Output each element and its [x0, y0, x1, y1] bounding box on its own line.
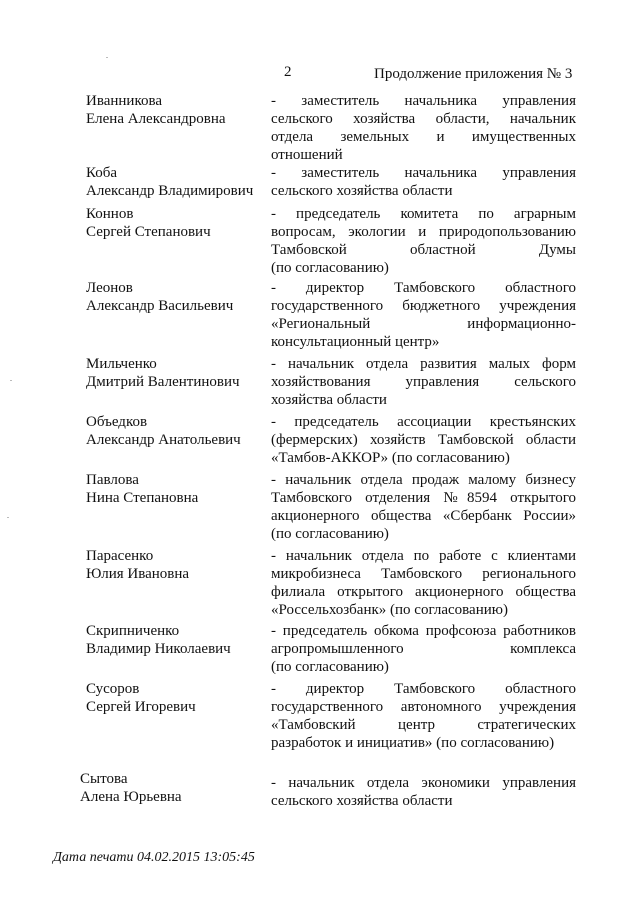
page-number: 2 — [284, 64, 292, 80]
role-line: «Региональный информационно- — [271, 316, 576, 332]
role-line: хозяйствования управления сельского — [271, 374, 576, 390]
role-line: - начальник отдела по работе с клиентами — [271, 548, 576, 564]
continuation-heading: Продолжение приложения № 3 — [374, 66, 573, 82]
member-name — [86, 279, 233, 315]
member-name — [86, 547, 189, 583]
member-given-name: Александр Владимирович — [86, 183, 254, 199]
member-role — [271, 622, 576, 676]
member-role — [271, 774, 576, 810]
member-surname: Мильченко — [86, 356, 157, 372]
member-given-name: Нина Степановна — [86, 490, 199, 506]
role-line: хозяйства области — [271, 392, 387, 408]
role-line: сельского хозяйства области — [271, 793, 453, 809]
role-line: (по согласованию) — [271, 260, 389, 276]
member-role — [271, 413, 576, 467]
member-given-name: Алена Юрьевна — [80, 789, 182, 805]
member-name — [86, 355, 240, 391]
member-given-name: Сергей Степанович — [86, 224, 211, 240]
member-given-name: Елена Александровна — [86, 111, 226, 127]
member-role — [271, 680, 576, 752]
member-role — [271, 355, 576, 409]
role-line: - начальник отдела продаж малому бизнесу — [271, 472, 576, 488]
role-line: Тамбовского отделения №8594 открытого — [271, 490, 576, 506]
role-line: - заместитель начальника управления — [271, 165, 576, 181]
member-name — [86, 92, 226, 128]
member-name — [86, 471, 198, 507]
role-line: «Тамбов-АККОР» (по согласованию) — [271, 450, 510, 466]
role-line: «Россельхозбанк» (по согласованию) — [271, 602, 508, 618]
scan-speck — [10, 380, 12, 381]
role-line: (по согласованию) — [271, 659, 389, 675]
member-name — [86, 413, 241, 449]
member-given-name: Сергей Игоревич — [86, 699, 196, 715]
member-given-name: Дмитрий Валентинович — [86, 374, 240, 390]
member-surname: Павлова — [86, 472, 139, 488]
role-line: - заместитель начальника управления — [271, 93, 576, 109]
member-role — [271, 471, 576, 543]
role-line: - председатель комитета по аграрным — [271, 206, 576, 222]
member-surname: Леонов — [86, 280, 133, 296]
role-line: микробизнеса Тамбовского регионального — [271, 566, 576, 582]
role-line: отдела земельных и имущественных — [271, 129, 576, 145]
member-given-name: Александр Анатольевич — [86, 432, 241, 448]
role-line: «Тамбовский центр стратегических — [271, 717, 576, 733]
member-given-name: Юлия Ивановна — [86, 566, 190, 582]
role-line: - председатель ассоциации крестьянских — [271, 414, 576, 430]
role-line: государственного бюджетного учреждения — [271, 298, 576, 314]
member-surname: Коннов — [86, 206, 134, 222]
member-role — [271, 279, 576, 351]
member-name — [86, 622, 231, 658]
role-line: - директор Тамбовского областного — [271, 280, 576, 296]
role-line: отношений — [271, 147, 343, 163]
role-line: Тамбовской областной Думы — [271, 242, 576, 258]
member-name — [86, 680, 196, 716]
role-line: консультационный центр» — [271, 334, 440, 350]
role-line: - начальник отдела развития малых форм — [271, 356, 576, 372]
member-surname: Объедков — [86, 414, 148, 430]
member-surname: Коба — [86, 165, 118, 181]
member-name — [80, 770, 182, 806]
member-surname: Сытова — [80, 771, 128, 787]
role-line: акционерного общества «Сбербанк России» — [271, 508, 576, 524]
role-line: (по согласованию) — [271, 526, 389, 542]
member-surname: Сусоров — [86, 681, 140, 697]
role-line: агропромышленного комплекса — [271, 641, 576, 657]
role-line: - начальник отдела экономики управления — [271, 775, 576, 791]
member-role — [271, 164, 576, 200]
role-line: разработок и инициатив» (по согласованию) — [271, 735, 555, 751]
member-surname: Скрипниченко — [86, 623, 180, 639]
member-name — [86, 164, 253, 200]
role-line: филиала открытого акционерного общества — [271, 584, 576, 600]
member-role — [271, 92, 576, 164]
member-role — [271, 547, 576, 619]
member-given-name: Владимир Николаевич — [86, 641, 231, 657]
member-surname: Иванникова — [86, 93, 163, 109]
scan-speck — [106, 57, 108, 58]
role-line: (фермерских) хозяйств Тамбовской области — [271, 432, 576, 448]
member-name — [86, 205, 211, 241]
role-line: сельского хозяйства области — [271, 183, 453, 199]
role-line: сельского хозяйства области, начальник — [271, 111, 576, 127]
member-given-name: Александр Васильевич — [86, 298, 234, 314]
scan-speck — [7, 517, 9, 518]
member-surname: Парасенко — [86, 548, 154, 564]
role-line: государственного автономного учреждения — [271, 699, 576, 715]
role-line: - председатель обкома профсоюза работников — [271, 623, 576, 639]
member-role — [271, 205, 576, 277]
role-line: вопросам, экологии и природопользованию — [271, 224, 576, 240]
role-line: - директор Тамбовского областного — [271, 681, 576, 697]
print-date-footer: Дата печати 04.02.2015 13:05:45 — [53, 850, 255, 865]
